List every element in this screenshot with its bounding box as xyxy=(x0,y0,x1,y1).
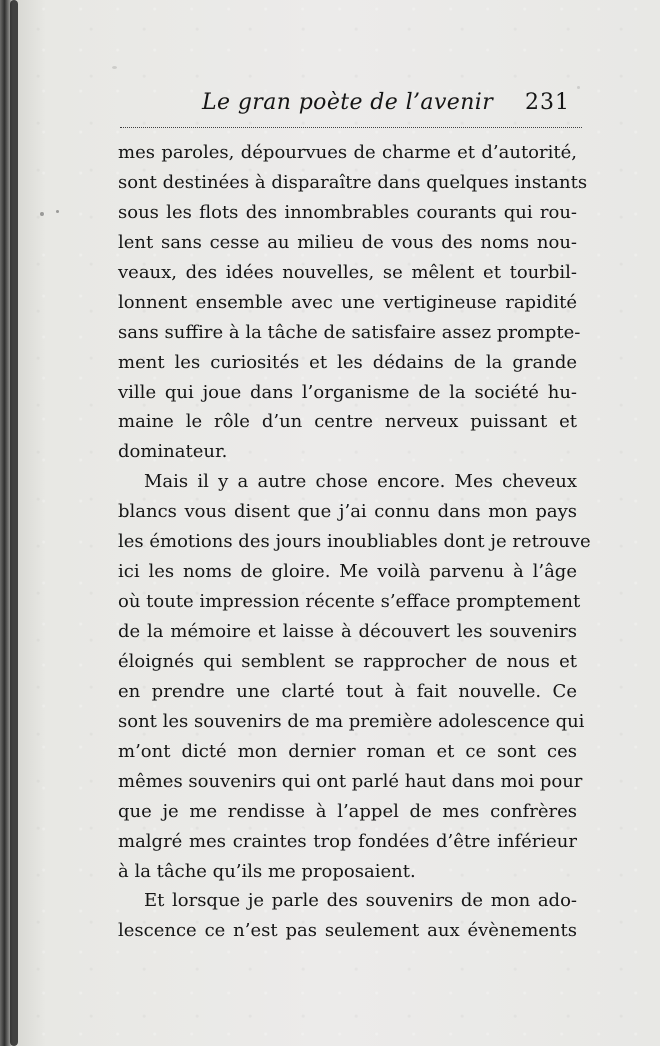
text-line: ment les curiosités et les dédains de la grande xyxy=(118,351,577,373)
text-line: lescence ce n’est pas seulement aux évènements xyxy=(118,920,577,942)
text-line: maine le rôle d’un centre nerveux puissant et xyxy=(118,411,577,433)
paper-speck xyxy=(40,212,44,216)
text-line: mes paroles, dépourvues de charme et d’autorité, xyxy=(118,142,577,163)
text-line: ville qui joue dans l’organisme de la société hu- xyxy=(118,381,577,403)
paragraph-start-line: Et lorsque je parle des souvenirs de mon ado- xyxy=(144,890,577,912)
text-line: ici les noms de gloire. Me voilà parvenu à l’âge xyxy=(118,561,577,583)
text-line: en prendre une clarté tout à fait nouvelle. Ce xyxy=(118,680,577,702)
text-line: lonnent ensemble avec une vertigineuse rapidité xyxy=(118,291,577,313)
body-text xyxy=(118,138,591,946)
paper-speck xyxy=(56,210,59,213)
text-line: où toute impression récente s’efface promptement xyxy=(118,591,581,613)
text-line: sont les souvenirs de ma première adolescence qui xyxy=(118,710,585,732)
text-line: sont destinées à disparaître dans quelques instants xyxy=(118,171,588,193)
text-line: malgré mes craintes trop fondées d’être inférieur xyxy=(118,830,577,852)
running-title: Le gran poète de l’avenir xyxy=(202,90,494,115)
text-line: sous les flots des innombrables courants qui rou- xyxy=(118,201,577,223)
text-line: m’ont dicté mon dernier roman et ce sont ces xyxy=(118,740,577,762)
text-line: mêmes souvenirs qui ont parlé haut dans moi pour xyxy=(118,770,583,792)
paragraph-start-line: Mais il y a autre chose encore. Mes cheveux xyxy=(144,471,577,493)
paragraph-end-line: dominateur. xyxy=(118,441,228,463)
running-header xyxy=(120,89,582,128)
page-number: 231 xyxy=(525,90,570,115)
text-line: veaux, des idées nouvelles, se mêlent et tourbil- xyxy=(118,261,577,283)
text-line: sans suffire à la tâche de satisfaire assez prompte- xyxy=(118,321,581,343)
text-line: les émotions des jours inoubliables dont je retrouve xyxy=(118,531,591,553)
text-line: lent sans cesse au milieu de vous des noms nou- xyxy=(118,231,577,253)
text-line: de la mémoire et laisse à découvert les souvenirs xyxy=(118,621,577,642)
paper-speck xyxy=(112,66,117,69)
text-line: blancs vous disent que j’ai connu dans mon pays xyxy=(118,501,577,523)
paragraph-end-line: à la tâche qu’ils me proposaient. xyxy=(118,860,416,882)
text-line: éloignés qui semblent se rapprocher de nous et xyxy=(118,650,577,672)
book-spine-line xyxy=(10,0,18,1046)
text-line: que je me rendisse à l’appel de mes confrères xyxy=(118,800,577,822)
